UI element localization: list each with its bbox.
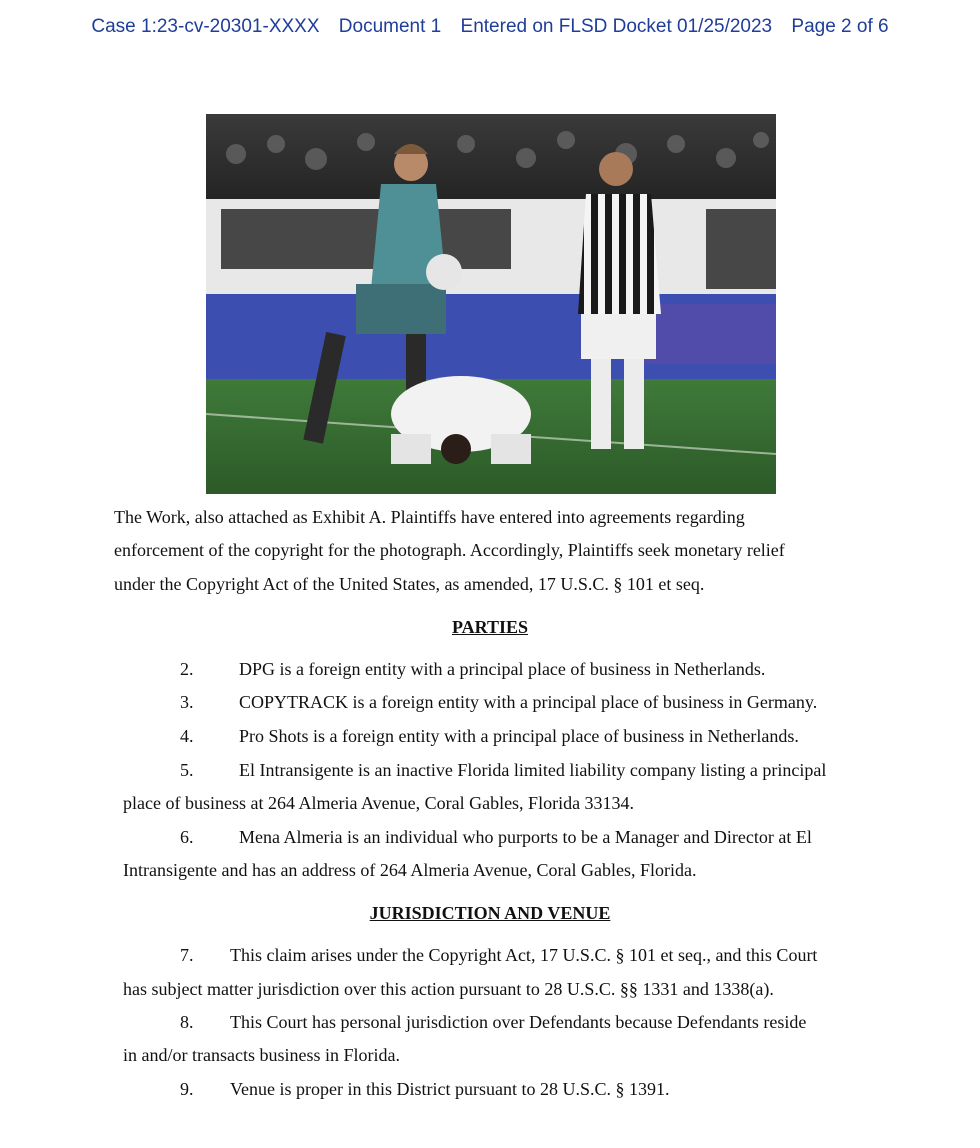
paragraph-6-text: Mena Almeria is an individual who purports to be a Manager and Director at El <box>239 827 812 847</box>
page-number: Page 2 of 6 <box>791 16 889 37</box>
paragraph-5-continuation: place of business at 264 Almeria Avenue, Coral Gables, Florida 33134. <box>123 793 635 813</box>
paragraph-number: 6. <box>180 827 194 847</box>
paragraph-number: 4. <box>180 726 194 746</box>
intro-line-1: The Work, also attached as Exhibit A. Plaintiffs have entered into agreements regarding <box>114 507 745 527</box>
paragraph-number: 2. <box>180 659 194 679</box>
paragraph-number: 8. <box>180 1012 194 1032</box>
paragraph-8-text: This Court has personal jurisdiction over Defendants because Defendants reside <box>230 1012 807 1032</box>
document-number: Document 1 <box>338 16 442 37</box>
intro-line-3: under the Copyright Act of the United States, as amended, 17 U.S.C. § 101 et seq. <box>114 574 705 594</box>
soccer-photograph <box>206 114 776 494</box>
paragraph-number: 3. <box>180 692 194 712</box>
paragraph-number: 7. <box>180 945 194 965</box>
case-number: Case 1:23-cv-20301-XXXX <box>91 16 320 37</box>
paragraph-5-text: El Intransigente is an inactive Florida limited liability company listing a principal <box>239 760 827 780</box>
paragraph-2-text: DPG is a foreign entity with a principal place of business in Netherlands. <box>239 659 766 679</box>
docket-header <box>0 16 980 38</box>
jurisdiction-heading: JURISDICTION AND VENUE <box>369 903 611 923</box>
paragraph-number: 9. <box>180 1079 194 1099</box>
paragraph-6-continuation: Intransigente and has an address of 264 Almeria Avenue, Coral Gables, Florida. <box>123 860 697 880</box>
paragraph-number: 5. <box>180 760 194 780</box>
parties-heading: PARTIES <box>451 617 529 637</box>
paragraph-9-text: Venue is proper in this District pursuant to 28 U.S.C. § 1391. <box>230 1079 670 1099</box>
paragraph-7-text: This claim arises under the Copyright Act, 17 U.S.C. § 101 et seq., and this Court <box>230 945 818 965</box>
intro-line-2: enforcement of the copyright for the photograph. Accordingly, Plaintiffs seek monetary relief <box>114 540 785 560</box>
paragraph-3-text: COPYTRACK is a foreign entity with a principal place of business in Germany. <box>239 692 818 712</box>
paragraph-8-continuation: in and/or transacts business in Florida. <box>123 1045 400 1065</box>
paragraph-7-continuation: has subject matter jurisdiction over this action pursuant to 28 U.S.C. §§ 1331 and 1338(a). <box>123 979 774 999</box>
docket-entry: Entered on FLSD Docket 01/25/2023 <box>460 16 773 37</box>
paragraph-4-text: Pro Shots is a foreign entity with a principal place of business in Netherlands. <box>239 726 799 746</box>
